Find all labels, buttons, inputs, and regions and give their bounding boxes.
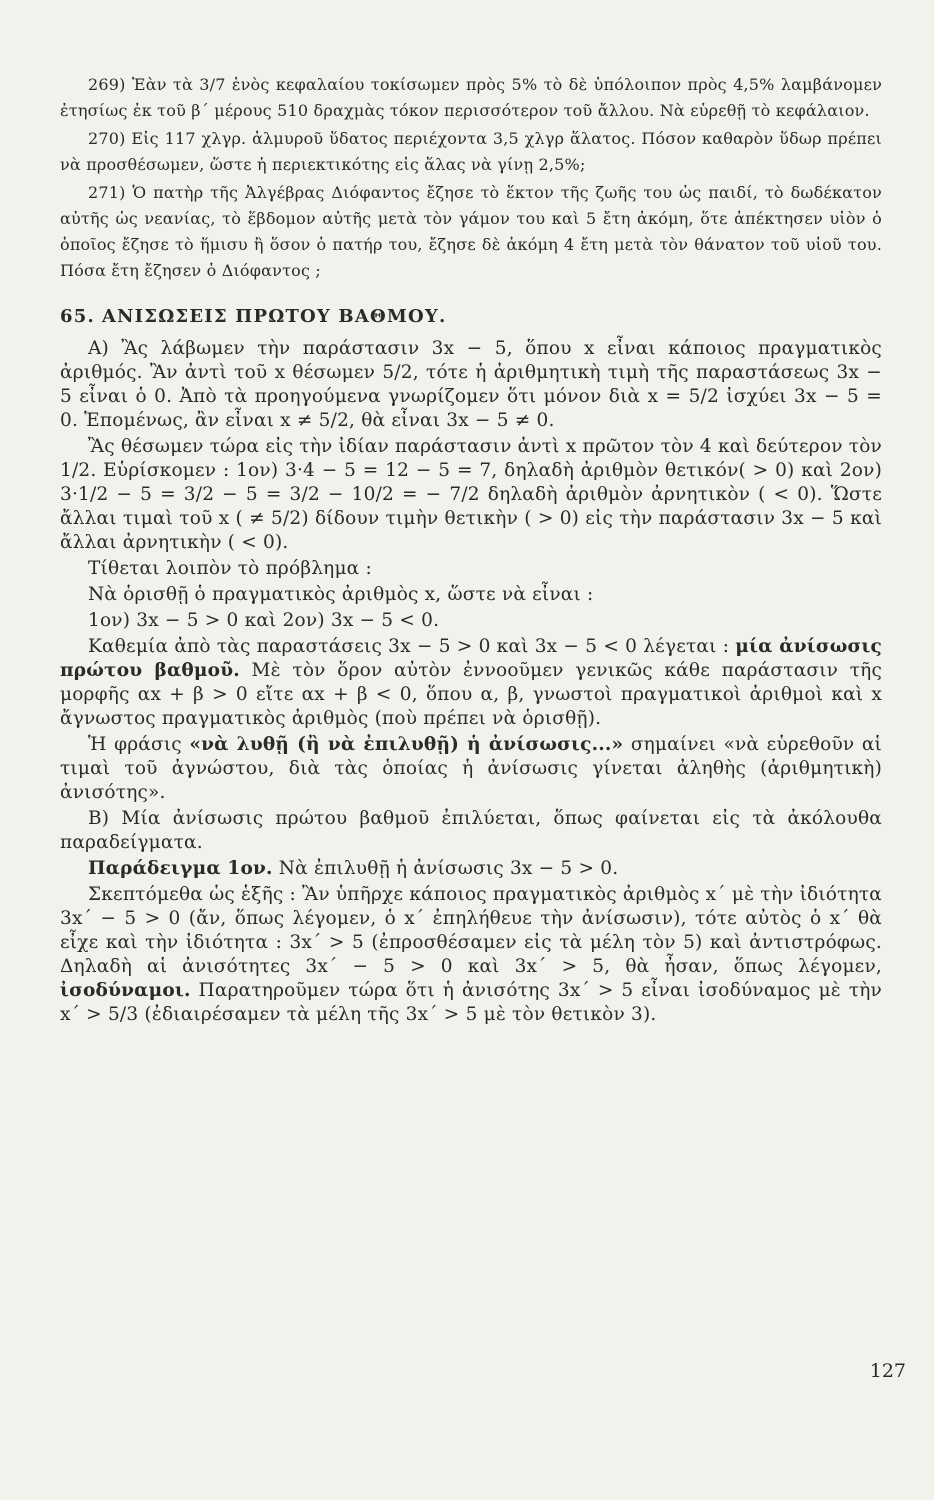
- example-label: Παράδειγμα 1ον.: [88, 858, 273, 879]
- a7-text-post: σημαίνει «νὰ εὑρεθοῦν αἱ τιμαὶ τοῦ ἀγνώστου, διὰ τὰς ὁποίας ἡ ἀνίσωσις γίνεται ἀληθὴς (ἀριθμητικὴ) ἀνισότης».: [60, 734, 882, 803]
- paragraph-a1: Α) Ἂς λάβωμεν τὴν παράστασιν 3x − 5, ὅπου x εἶναι κάποιος πραγματικὸς ἀριθμός. Ἂν ἀντὶ τοῦ x θέσωμεν 5/2, τότε ἡ ἀριθμητικὴ τιμὴ τῆς παραστάσεως 3x − 5 εἶναι ὁ 0. Ἀπὸ τὰ προηγούμενα γνωρίζομεν ὅτι μόνον διὰ x = 5/2 ἰσχύει 3x − 5 = 0. Ἑπομένως, ἂν εἶναι x ≠ 5/2, θὰ εἶναι 3x − 5 ≠ 0.: [60, 338, 882, 431]
- example-1-heading: [60, 857, 882, 881]
- problem-269: 269) Ἐὰν τὰ 3/7 ἑνὸς κεφαλαίου τοκίσωμεν πρὸς 5% τὸ δὲ ὑπόλοιπον πρὸς 4,5% λαμβάνομεν ἐτησίως ἐκ τοῦ β΄ μέρους 510 δραχμὰς τόκον περισσότερον τοῦ ἄλλου. Νὰ εὑρεθῇ τὸ κεφάλαιον.: [60, 75, 882, 120]
- a6-text-post: Μὲ τὸν ὅρον αὐτὸν ἐννοοῦμεν γενικῶς κάθε παράστασιν τῆς μορφῆς αx + β > 0 εἴτε αx + β < 0, ὅπου α, β, γνωστοὶ πραγματικοὶ ἀριθμοὶ καὶ x ἄγνωστος πραγματικὸς ἀριθμὸς (ποὺ πρέπει νὰ ὁρισθῇ).: [60, 660, 883, 729]
- paragraph-a4: Νὰ ὁρισθῇ ὁ πραγματικὸς ἀριθμὸς x, ὥστε νὰ εἶναι :: [88, 584, 594, 605]
- c1-text-pre: Σκεπτόμεθα ὡς ἑξῆς : Ἂν ὑπῆρχε κάποιος πραγματικὸς ἀριθμὸς x΄ μὲ τὴν ἰδιότητα 3x΄ − 5 > 0 (ἄν, ὅπως λέγομεν, ὁ x΄ ἐπηλήθευε τὴν ἀνίσωσιν), τότε αὐτὸς ὁ x΄ θὰ εἶχε καὶ τὴν ἰδιότητα : 3x΄ > 5 (ἐπροσθέσαμεν εἰς τὰ μέλη τὸν 5) καὶ ἀντιστρόφως. Δηλαδὴ αἱ ἀνισότητες 3x΄ − 5 > 0 καὶ 3x΄ > 5, θὰ ἦσαν, ὅπως λέγομεν,: [60, 884, 882, 977]
- section-title: ΑΝΙΣΩΣΕΙΣ ΠΡΩΤΟΥ ΒΑΘΜΟΥ.: [101, 306, 447, 327]
- a6-text-pre: Καθεμία ἀπὸ τὰς παραστάσεις 3x − 5 > 0 καὶ 3x − 5 < 0 λέγεται :: [88, 636, 736, 657]
- problem-271: 271) Ὁ πατὴρ τῆς Ἀλγέβρας Διόφαντος ἔζησε τὸ ἕκτον τῆς ζωῆς του ὡς παιδί, τὸ δωδέκατον αὐτῆς ὡς νεανίας, τὸ ἕβδομον αὐτῆς μετὰ τὸν γάμον του καὶ 5 ἔτη ἀκόμη, ὅτε ἀπέκτησεν υἱὸν ὁ ὁποῖος ἔζησε τὸ ἥμισυ ἢ ὅσον ὁ πατήρ του, ἔζησε δὲ ἀκόμη 4 ἔτη μετὰ τὸν θάνατον τοῦ υἱοῦ του. Πόσα ἔτη ἔζησεν ὁ Διόφαντος ;: [60, 183, 882, 280]
- paragraph-c1: [60, 883, 882, 1027]
- paragraph-a5: 1ον) 3x − 5 > 0 καὶ 2ον) 3x − 5 < 0.: [88, 610, 440, 631]
- section-heading: [60, 306, 882, 327]
- paragraph-a3: Τίθεται λοιπὸν τὸ πρόβλημα :: [88, 558, 372, 579]
- paragraph-a6: [60, 635, 882, 731]
- paragraph-a7: [60, 733, 882, 805]
- a7-text-pre: Ἡ φράσις: [88, 734, 190, 755]
- c1-text-post: Παρατηροῦμεν τώρα ὅτι ἡ ἀνισότης 3x΄ > 5 εἶναι ἰσοδύναμος μὲ τὴν x΄ > 5/3 (ἐδιαιρέσαμεν τὰ μέλη τῆς 3x΄ > 5 μὲ τὸν θετικὸν 3).: [60, 980, 882, 1025]
- section-number: 65.: [60, 306, 95, 327]
- example-text: Νὰ ἐπιλυθῇ ἡ ἀνίσωσις 3x − 5 > 0.: [272, 858, 619, 879]
- term-equivalent: ἰσοδύναμοι.: [60, 980, 191, 1001]
- problem-270: 270) Εἰς 117 χλγρ. ἁλμυροῦ ὕδατος περιέχοντα 3,5 χλγρ ἅλατος. Πόσον καθαρὸν ὕδωρ πρέπει νὰ προσθέσωμεν, ὥστε ἡ περιεκτικότης εἰς ἅλας νὰ γίνῃ 2,5%;: [60, 129, 882, 174]
- term-solve-inequality: «νὰ λυθῇ (ἢ νὰ ἐπιλυθῇ) ἡ ἀνίσωσις...»: [189, 734, 624, 755]
- paragraph-a2: Ἂς θέσωμεν τώρα εἰς τὴν ἰδίαν παράστασιν ἀντὶ x πρῶτον τὸν 4 καὶ δεύτερον τὸν 1/2. Εὑρίσκομεν : 1ον) 3·4 − 5 = 12 − 5 = 7, δηλαδὴ ἀριθμὸν θετικόν( > 0) καὶ 2ον) 3·1/2 − 5 = 3/2 − 5 = 3/2 − 10/2 = − 7/2 δηλαδὴ ἀριθμὸν ἀρνητικὸν ( < 0). Ὥστε ἄλλαι τιμαὶ τοῦ x ( ≠ 5/2) δίδουν τιμὴν θετικὴν ( > 0) εἰς τὴν παράστασιν 3x − 5 καὶ ἄλλαι ἀρνητικὴν ( < 0).: [60, 436, 882, 553]
- paragraph-b1: Β) Μία ἀνίσωσις πρώτου βαθμοῦ ἐπιλύεται, ὅπως φαίνεται εἰς τὰ ἀκόλουθα παραδείγματα.: [60, 808, 882, 853]
- page-number: 127: [869, 1360, 906, 1382]
- term-first-degree-inequality: μία ἀνίσωσις πρώτου βαθμοῦ.: [60, 636, 882, 681]
